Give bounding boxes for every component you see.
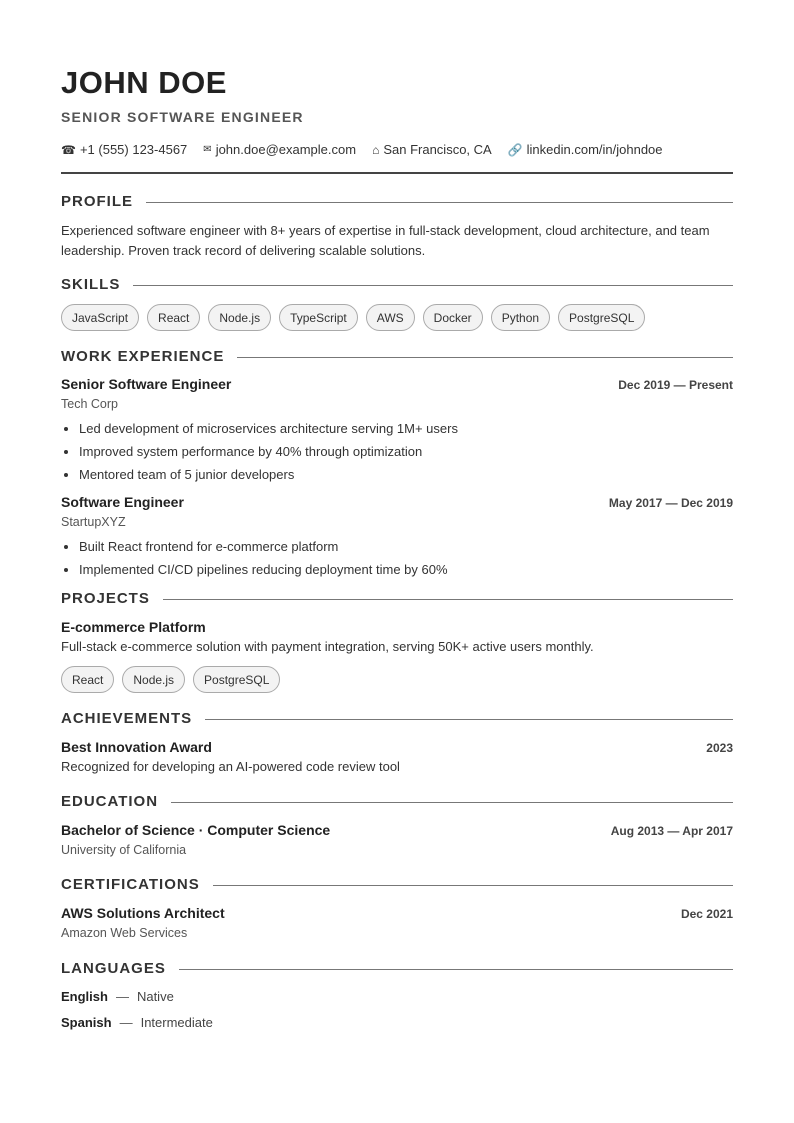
project-description: Full-stack e-commerce solution with payment integration, serving 50K+ active users monthly. (61, 639, 594, 654)
profile-summary: Experienced software engineer with 8+ years of expertise in full-stack development, cloud architecture, and team leadership. Proven track record of delivering scalable solutions. (61, 223, 710, 258)
section-divider (237, 357, 733, 358)
section-divider (205, 719, 733, 720)
skill-chip: Python (491, 304, 550, 331)
list-item: • Improved system performance by 40% through optimization (79, 443, 733, 460)
education-header (61, 821, 733, 839)
project-entry (61, 618, 733, 693)
section-header (61, 590, 733, 608)
section-header (61, 193, 733, 211)
certification-name: AWS Solutions Architect (61, 905, 225, 921)
project-tech-chips (61, 666, 733, 693)
section-divider (171, 802, 733, 803)
linkedin-text[interactable]: linkedin.com/in/johndoe (526, 142, 663, 157)
job-title: SENIOR SOFTWARE ENGINEER (61, 109, 304, 125)
section-header (61, 348, 733, 366)
section-divider (213, 885, 733, 886)
education-section (61, 793, 733, 858)
section-title: CERTIFICATIONS (61, 876, 200, 893)
phone-icon: ☎ (61, 143, 76, 157)
section-header (61, 876, 733, 894)
certifications-section (61, 876, 733, 941)
job-company: Tech Corp (61, 397, 118, 411)
skills-section (61, 276, 733, 331)
section-header (61, 960, 733, 978)
contact-email[interactable] (203, 142, 356, 158)
skill-chips (61, 304, 733, 331)
language-level: Intermediate (140, 1015, 213, 1030)
language-name: English (61, 989, 108, 1004)
link-icon: 🔗 (507, 143, 523, 157)
language-row (61, 1014, 733, 1031)
education-entry (61, 821, 733, 858)
section-divider (163, 599, 733, 600)
section-title: PROJECTS (61, 590, 150, 607)
language-separator: — (115, 989, 129, 1004)
job-role: Senior Software Engineer (61, 376, 232, 392)
certification-date: Dec 2021 (680, 907, 733, 921)
skill-chip: Docker (423, 304, 483, 331)
tech-chip: React (61, 666, 114, 693)
skill-chip: AWS (366, 304, 415, 331)
projects-section (61, 590, 733, 693)
job-dates: May 2017 — Dec 2019 (608, 496, 733, 510)
job-company: StartupXYZ (61, 515, 126, 529)
contact-location (372, 142, 492, 158)
achievement-entry (61, 738, 733, 775)
skill-chip: React (147, 304, 200, 331)
language-row (61, 988, 733, 1005)
section-title: EDUCATION (61, 793, 159, 810)
job-header (61, 375, 733, 393)
certification-entry (61, 904, 733, 941)
job-bullets (61, 538, 733, 578)
profile-section (61, 193, 733, 261)
achievements-section (61, 710, 733, 775)
skill-chip: TypeScript (279, 304, 358, 331)
certification-issuer: Amazon Web Services (61, 926, 188, 940)
phone-text: +1 (555) 123-4567 (79, 142, 188, 157)
contact-bar (61, 142, 733, 158)
project-name: E-commerce Platform (61, 619, 206, 635)
candidate-name: JOHN DOE (61, 65, 227, 100)
section-title: ACHIEVEMENTS (61, 710, 193, 727)
location-text: San Francisco, CA (383, 142, 492, 157)
header-divider (61, 172, 733, 174)
section-divider (179, 969, 733, 970)
section-title: LANGUAGES (61, 960, 166, 977)
section-header (61, 276, 733, 294)
section-divider (146, 202, 733, 203)
skill-chip: PostgreSQL (558, 304, 645, 331)
language-level: Native (136, 989, 174, 1004)
school: University of California (61, 843, 187, 857)
achievement-year: 2023 (706, 741, 733, 755)
language-separator: — (119, 1015, 133, 1030)
job-header (61, 493, 733, 511)
job-bullets (61, 420, 733, 483)
skill-chip: Node.js (208, 304, 271, 331)
section-title: PROFILE (61, 193, 134, 210)
list-item: • Implemented CI/CD pipelines reducing deployment time by 60% (79, 561, 733, 578)
home-icon: ⌂ (372, 143, 380, 157)
achievement-header (61, 738, 733, 756)
contact-linkedin[interactable] (508, 142, 663, 158)
email-text[interactable]: john.doe@example.com (215, 142, 357, 157)
achievement-title: Best Innovation Award (61, 739, 212, 755)
tech-chip: Node.js (122, 666, 185, 693)
list-item: • Led development of microservices architecture serving 1M+ users (79, 420, 733, 437)
section-header (61, 793, 733, 811)
contact-phone (61, 142, 187, 158)
list-item: • Mentored team of 5 junior developers (79, 466, 733, 483)
experience-section (61, 348, 733, 578)
languages-section (61, 960, 733, 1031)
degree: Bachelor of Science · Computer Science (61, 822, 331, 838)
section-header (61, 710, 733, 728)
mail-icon: ✉ (203, 144, 212, 155)
skill-chip: JavaScript (61, 304, 139, 331)
job-role: Software Engineer (61, 494, 184, 510)
job-entry (61, 493, 733, 578)
job-entry (61, 375, 733, 483)
tech-chip: PostgreSQL (193, 666, 280, 693)
education-dates: Aug 2013 — Apr 2017 (610, 824, 733, 838)
section-divider (133, 285, 733, 286)
achievement-description: Recognized for developing an AI-powered code review tool (61, 759, 400, 774)
section-title: SKILLS (61, 276, 121, 293)
list-item: • Built React frontend for e-commerce platform (79, 538, 733, 555)
certification-header (61, 904, 733, 922)
job-dates: Dec 2019 — Present (618, 378, 733, 392)
language-name: Spanish (61, 1015, 112, 1030)
section-title: WORK EXPERIENCE (61, 348, 225, 365)
